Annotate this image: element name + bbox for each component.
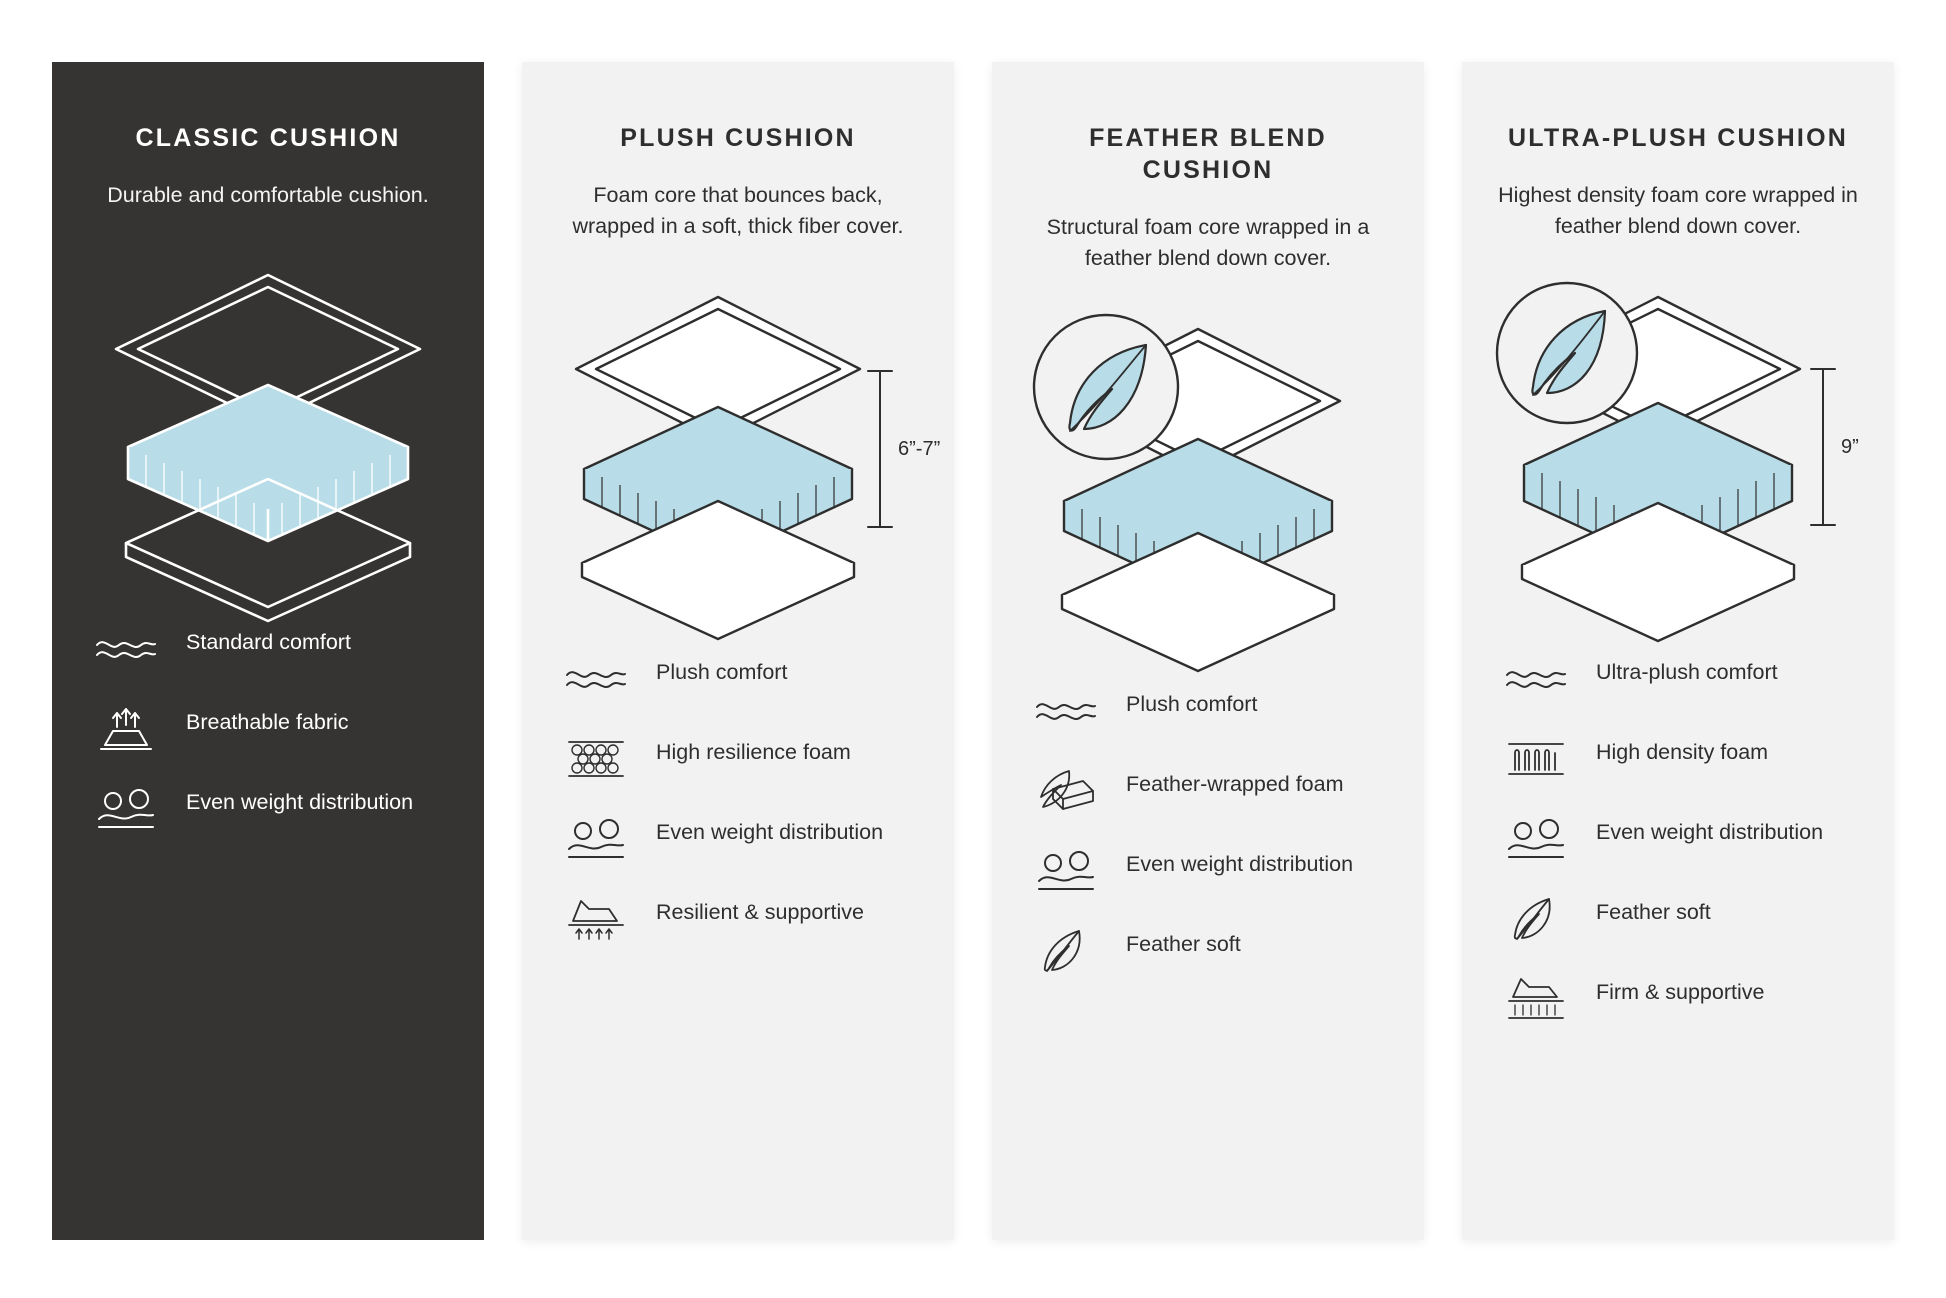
- list-item: [92, 783, 444, 835]
- list-item: [1502, 813, 1854, 865]
- feature-list-plush: [556, 653, 920, 945]
- cushion-diagram-ultra-plush: [1496, 267, 1860, 627]
- list-item-label: Even weight distribution: [1596, 820, 1824, 845]
- list-item: [562, 733, 914, 785]
- list-item: [1502, 973, 1854, 1025]
- list-item: [92, 703, 444, 755]
- card-classic-cushion: [52, 62, 484, 1240]
- list-item-label: Ultra-plush comfort: [1596, 660, 1778, 685]
- feather-wrapped-foam-icon: [1032, 765, 1100, 817]
- list-item-label: Feather soft: [1126, 932, 1241, 957]
- page-title: PLUSH CUSHION: [620, 124, 856, 152]
- cushion-diagram-feather-blend: [1026, 299, 1390, 659]
- lounge-support-icon: [562, 893, 630, 945]
- list-item: [1502, 733, 1854, 785]
- cushion-diagram-classic: [86, 237, 450, 597]
- list-item-label: Breathable fabric: [186, 709, 349, 734]
- card-feather-blend-cushion: [992, 62, 1424, 1240]
- list-item-label: Feather-wrapped foam: [1126, 772, 1344, 797]
- page-title: FEATHER BLEND CUSHION: [1089, 124, 1327, 184]
- wave-comfort-icon: [92, 623, 160, 675]
- even-weight-icon: [92, 783, 160, 835]
- even-weight-icon: [1502, 813, 1570, 865]
- list-item-label: Resilient & supportive: [656, 900, 864, 925]
- list-item: [1032, 765, 1384, 817]
- cushion-diagram-plush: [556, 267, 941, 627]
- card-plush-cushion: [522, 62, 954, 1240]
- lounge-support-icon: [1502, 973, 1570, 1025]
- feather-icon: [1032, 925, 1100, 977]
- breathable-fabric-icon: [92, 703, 160, 755]
- list-item: [1032, 685, 1384, 737]
- dimension-label: 6”-7”: [898, 438, 941, 461]
- honeycomb-foam-icon: [562, 733, 630, 785]
- feather-badge: [1034, 315, 1178, 459]
- list-item-label: High density foam: [1596, 740, 1769, 765]
- list-item-label: Plush comfort: [1126, 692, 1258, 717]
- feather-badge: [1497, 283, 1637, 423]
- wave-comfort-icon: [562, 653, 630, 705]
- list-item: [1502, 653, 1854, 705]
- card-ultra-plush-cushion: [1462, 62, 1894, 1240]
- feather-icon: [1502, 893, 1570, 945]
- list-item-label: Even weight distribution: [186, 789, 414, 814]
- page-title: ULTRA-PLUSH CUSHION: [1508, 124, 1848, 152]
- list-item: [562, 653, 914, 705]
- feature-list-feather-blend: [1026, 685, 1390, 977]
- list-item: [562, 893, 914, 945]
- list-item-label: Standard comfort: [186, 629, 351, 654]
- list-item-label: Feather soft: [1596, 900, 1711, 925]
- list-item-label: Plush comfort: [656, 660, 788, 685]
- wave-comfort-icon: [1502, 653, 1570, 705]
- even-weight-icon: [562, 813, 630, 865]
- list-item-label: Firm & supportive: [1596, 980, 1765, 1005]
- card-description: Durable and comfortable cushion.: [107, 183, 429, 207]
- feature-list-classic: [86, 623, 450, 835]
- card-description: Highest density foam core wrapped in feather blend down cover.: [1498, 183, 1858, 238]
- wave-comfort-icon: [1032, 685, 1100, 737]
- feature-list-ultra-plush: [1496, 653, 1860, 1025]
- card-description: Foam core that bounces back, wrapped in a soft, thick fiber cover.: [572, 183, 904, 238]
- card-description: Structural foam core wrapped in a feather blend down cover.: [1046, 215, 1370, 270]
- list-item: [92, 623, 444, 675]
- dimension-label: 9”: [1841, 436, 1859, 459]
- page-title: CLASSIC CUSHION: [135, 124, 401, 152]
- list-item-label: High resilience foam: [656, 740, 851, 765]
- list-item: [562, 813, 914, 865]
- list-item: [1032, 925, 1384, 977]
- list-item-label: Even weight distribution: [656, 820, 884, 845]
- list-item-label: Even weight distribution: [1126, 852, 1354, 877]
- high-density-foam-icon: [1502, 733, 1570, 785]
- list-item: [1032, 845, 1384, 897]
- list-item: [1502, 893, 1854, 945]
- even-weight-icon: [1032, 845, 1100, 897]
